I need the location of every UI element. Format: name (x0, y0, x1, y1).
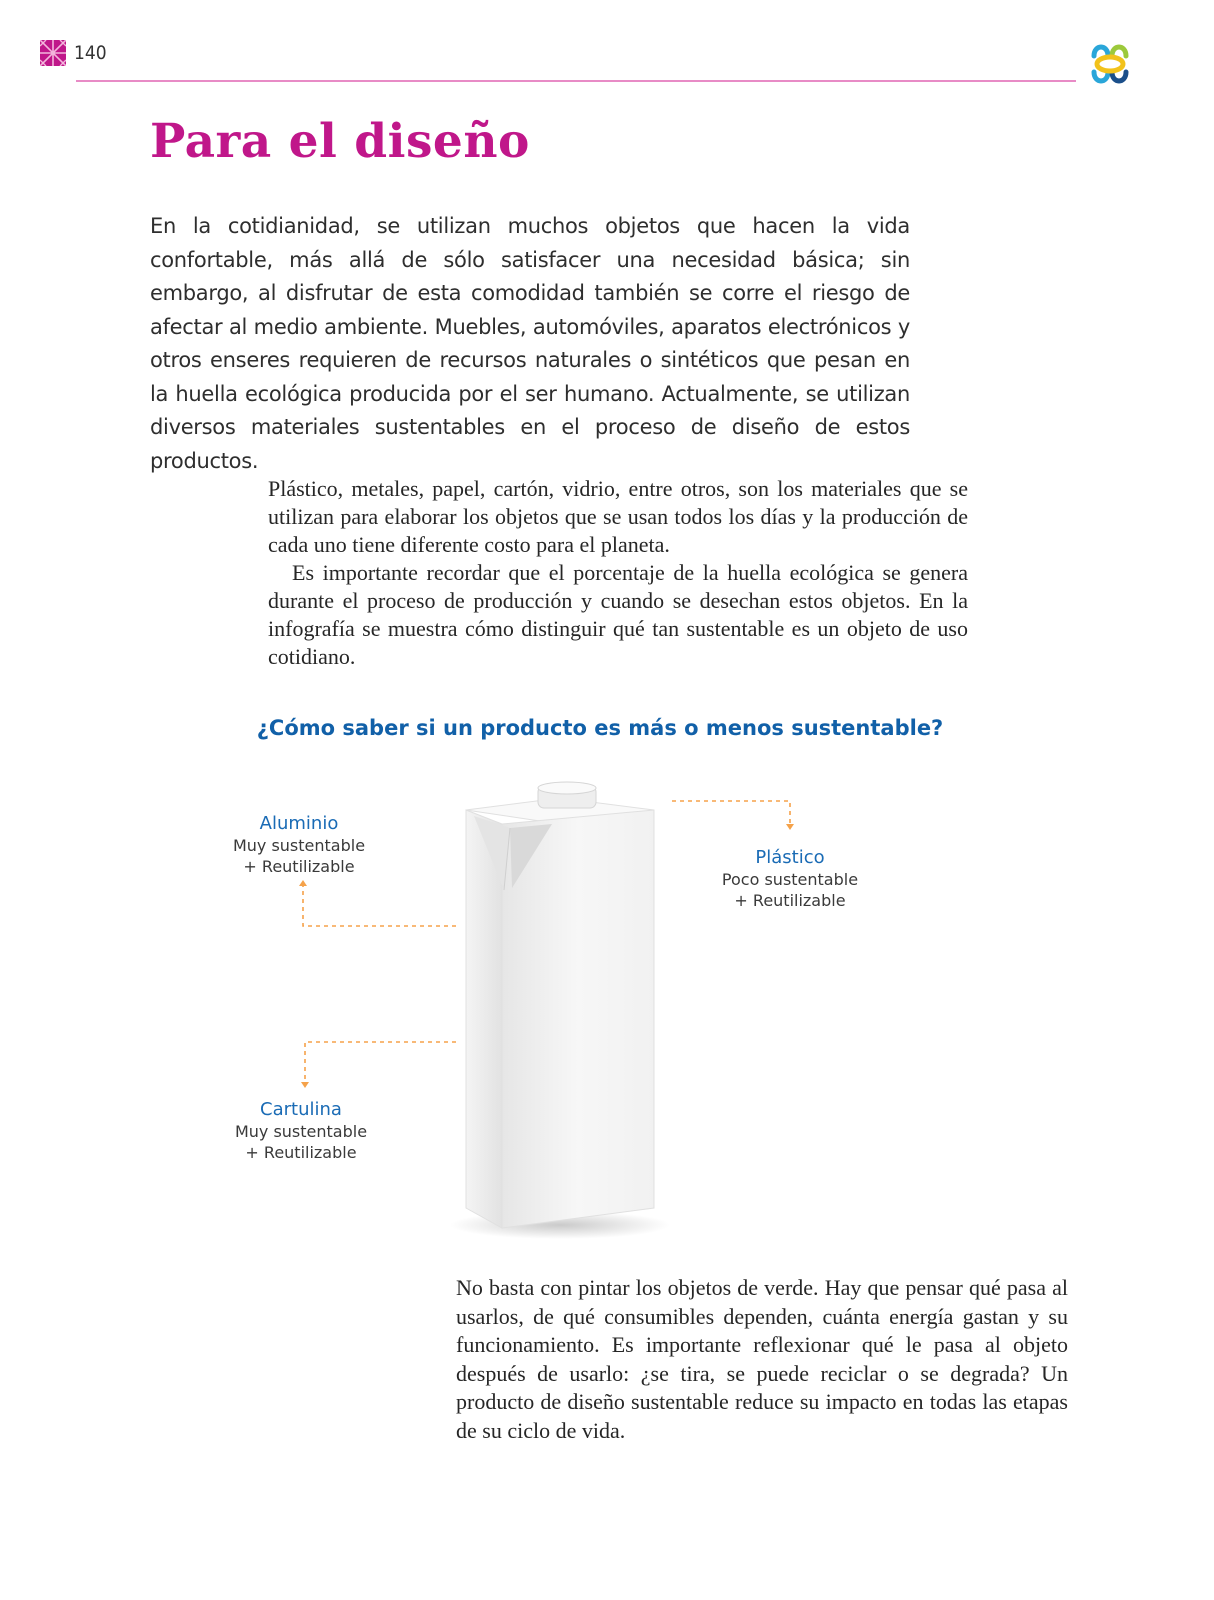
intro-paragraph: En la cotidianidad, se utilizan muchos objetos que hacen la vida confortable, más allá de sólo satisfacer una necesidad básica; sin embargo, al disfrutar de esta comodidad también se corre el riesgo de afectar al medio ambiente. Muebles, automóviles, aparatos electrónicos y otros enseres requieren de recursos naturales o sintéticos que pesan en la huella ecológica producida por el ser humano. Actualmente, se utilizan diversos materiales sustentables en el proceso de diseño de estos productos. (150, 214, 910, 473)
sustainability-rating: Muy sustentable (232, 836, 366, 855)
cartulina-leader-line (305, 1042, 456, 1084)
label-cartulina (216, 1098, 386, 1163)
plastico-leader-line (672, 801, 790, 826)
label-aluminio (214, 812, 384, 877)
interlocking-rings-logo-icon (1086, 40, 1134, 88)
reuse-note: + Reutilizable (245, 1143, 357, 1162)
material-name: Aluminio (259, 813, 339, 834)
closing-paragraph: No basta con pintar los objetos de verde. Hay que pensar qué pasa al usarlos, de qué consumibles dependen, cuánta energía gastan y su funcionamiento. Es importante reflexionar qué le pasa al objeto después de usarlo: ¿se tira, se puede reciclar o se degrada? Un producto de diseño sustentable reduce su impacto en todas las etapas de su ciclo de vida. (456, 1275, 1068, 1443)
material-name: Cartulina (260, 1099, 342, 1120)
page-number: 140 (74, 42, 107, 64)
header-divider (76, 80, 1076, 82)
reuse-note: + Reutilizable (734, 891, 846, 910)
page-title: Para el diseño (150, 114, 530, 169)
sustainability-rating: Poco sustentable (721, 870, 859, 889)
reuse-note: + Reutilizable (243, 857, 355, 876)
aztec-pattern-icon (40, 40, 66, 66)
infographic-title: ¿Cómo saber si un producto es más o menos sustentable? (256, 716, 944, 740)
aluminio-leader-line (303, 884, 456, 926)
material-name: Plástico (755, 847, 825, 868)
label-plastico (700, 846, 880, 911)
materials-paragraph: Plástico, metales, papel, cartón, vidrio, entre otros, son los materiales que se utilizan para elaborar los objetos que se usan todos los días y la producción de cada uno tiene diferente costo para el planeta. (268, 476, 968, 557)
milk-carton-illustration (440, 780, 680, 1260)
footprint-paragraph: Es importante recordar que el porcentaje de la huella ecológica se genera durante el proceso de producción y cuando se desechan estos objetos. En la infografía se muestra cómo distinguir qué tan sustentable es un objeto de uso cotidiano. (268, 560, 968, 669)
sustainability-rating: Muy sustentable (234, 1122, 368, 1141)
